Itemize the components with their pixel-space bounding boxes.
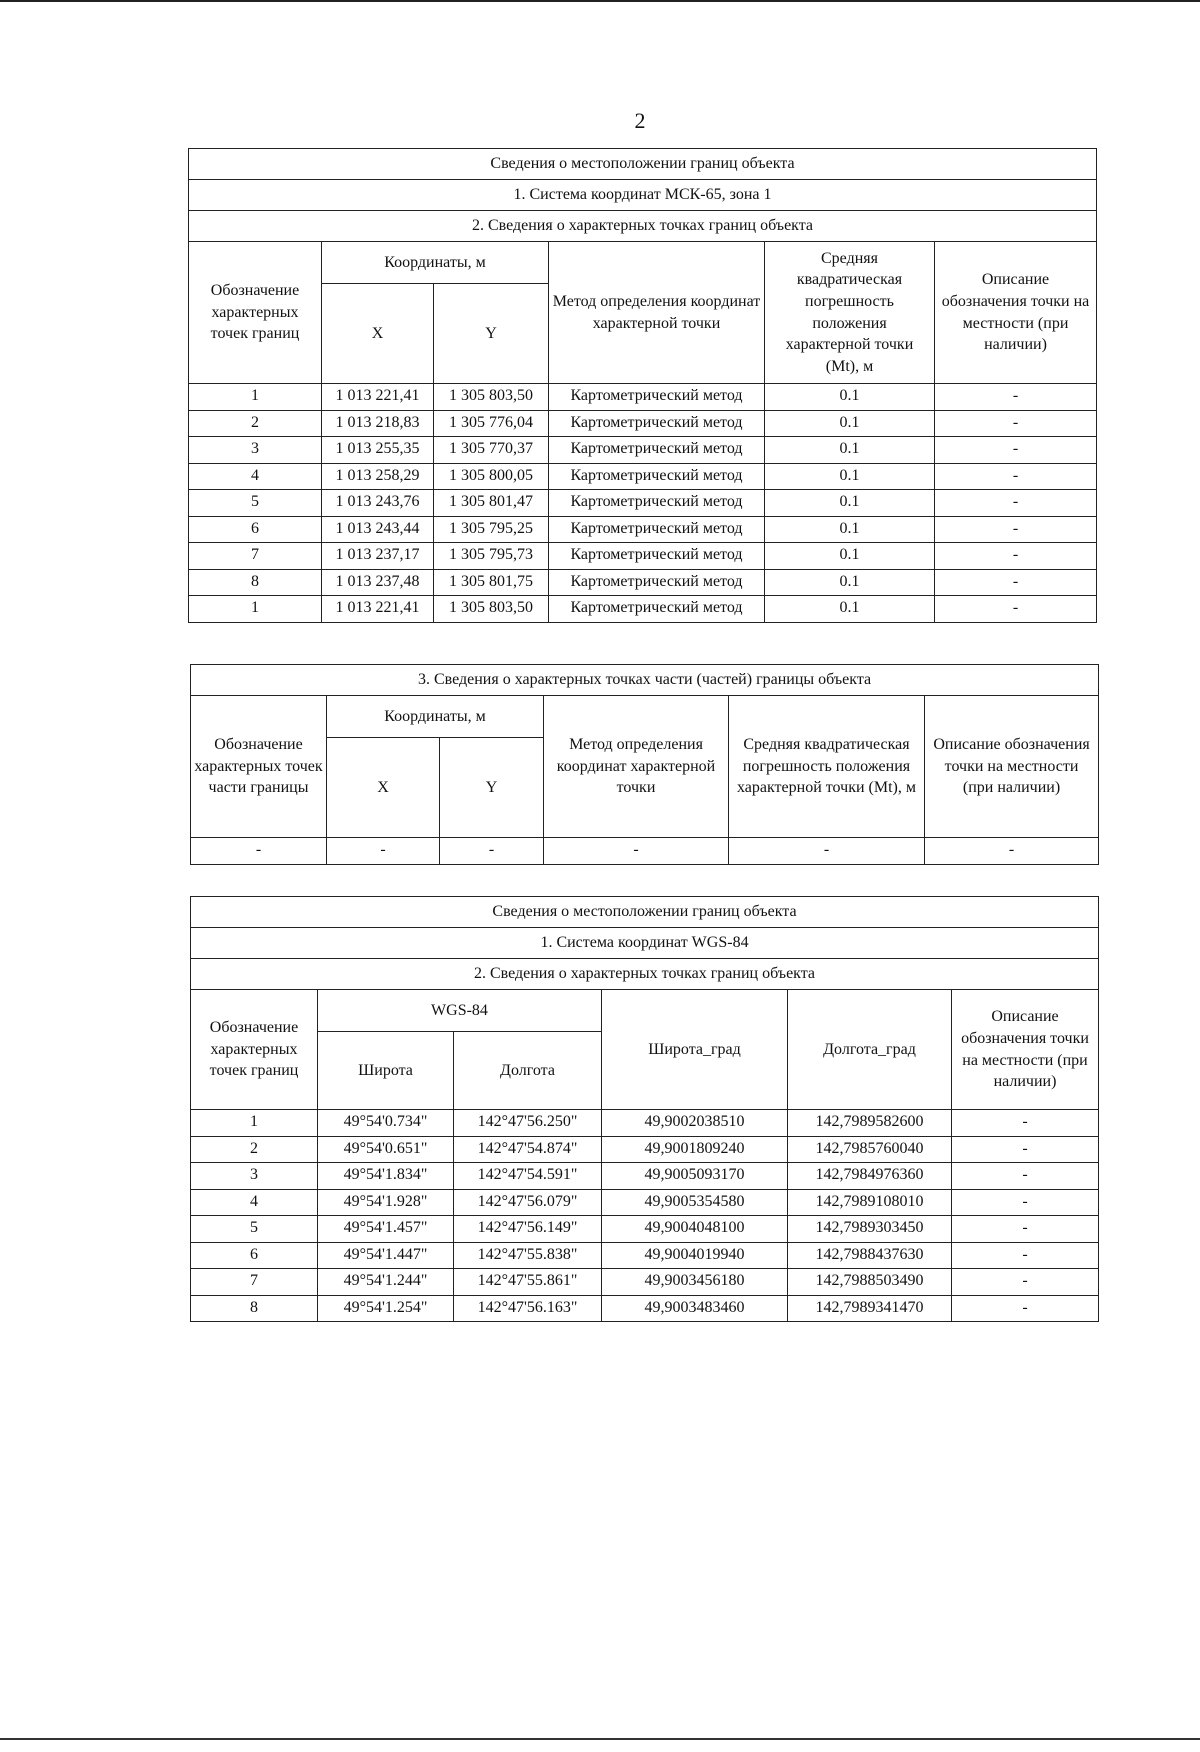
table-row: [189, 596, 1097, 623]
top-scan-border: [0, 0, 1200, 2]
coordinate-system: 1. Система координат МСК-65, зона 1: [189, 180, 1097, 211]
cell-lon: 142°47'56.163": [454, 1295, 602, 1322]
cell-x: 1 013 237,48: [322, 569, 434, 596]
cell-point: 8: [189, 569, 322, 596]
cell-description: -: [952, 1110, 1099, 1137]
cell-point: 1: [189, 384, 322, 411]
cell-method: Картометрический метод: [549, 384, 765, 411]
cell-description: -: [952, 1295, 1099, 1322]
header-error: Средняя квадратическая погрешность положения характерной точки (Mt), м: [729, 696, 925, 838]
table-row: [191, 838, 1099, 865]
cell-error: 0.1: [765, 437, 935, 464]
cell-method: Картометрический метод: [549, 490, 765, 517]
cell-point: 6: [191, 1242, 318, 1269]
cell-x: 1 013 243,76: [322, 490, 434, 517]
cell-lat: 49°54'1.254": [318, 1295, 454, 1322]
wgs84-boundary-table: [190, 896, 1099, 1322]
header-lat: Широта: [318, 1032, 454, 1110]
cell-x: 1 013 221,41: [322, 596, 434, 623]
cell-point: 7: [189, 543, 322, 570]
cell-point: 8: [191, 1295, 318, 1322]
cell-error: 0.1: [765, 490, 935, 517]
cell-point: 6: [189, 516, 322, 543]
cell-x: 1 013 221,41: [322, 384, 434, 411]
section-title: 3. Сведения о характерных точках части (частей) границы объекта: [191, 665, 1099, 696]
table-row: [191, 1269, 1099, 1296]
bottom-scan-border: [0, 1738, 1200, 1740]
header-description: Описание обозначения точки на местности (при наличии): [935, 242, 1097, 384]
cell-description: -: [952, 1189, 1099, 1216]
header-x: X: [327, 738, 440, 838]
cell-description: -: [935, 463, 1097, 490]
cell-lon: 142°47'56.149": [454, 1216, 602, 1243]
cell-lat-deg: 49,9004048100: [602, 1216, 788, 1243]
msk65-boundary-table: [188, 148, 1097, 623]
cell-description: -: [935, 596, 1097, 623]
cell-x: 1 013 243,44: [322, 516, 434, 543]
cell-error: 0.1: [765, 516, 935, 543]
cell-lat-deg: 49,9005354580: [602, 1189, 788, 1216]
cell-lon: 142°47'56.079": [454, 1189, 602, 1216]
table-row: [189, 463, 1097, 490]
cell-x: 1 013 255,35: [322, 437, 434, 464]
cell-lat: 49°54'1.447": [318, 1242, 454, 1269]
cell-x: 1 013 218,83: [322, 410, 434, 437]
cell-y: 1 305 801,47: [434, 490, 549, 517]
header-coords: Координаты, м: [327, 696, 544, 738]
header-method: Метод определения координат характерной точки: [549, 242, 765, 384]
cell-lat-deg: 49,9001809240: [602, 1136, 788, 1163]
header-point: Обозначение характерных точек границ: [191, 990, 318, 1110]
cell-error: 0.1: [765, 410, 935, 437]
cell-lon-deg: 142,7985760040: [788, 1136, 952, 1163]
cell-description: -: [952, 1269, 1099, 1296]
header-x: X: [322, 284, 434, 384]
header-method: Метод определения координат характерной точки: [544, 696, 729, 838]
cell-x: 1 013 237,17: [322, 543, 434, 570]
cell-lon-deg: 142,7984976360: [788, 1163, 952, 1190]
cell-point: 3: [191, 1163, 318, 1190]
cell-y: 1 305 803,50: [434, 596, 549, 623]
cell-lat: 49°54'1.834": [318, 1163, 454, 1190]
section-title: 2. Сведения о характерных точках границ объекта: [191, 959, 1099, 990]
cell-error: 0.1: [765, 384, 935, 411]
cell-lat-deg: 49,9004019940: [602, 1242, 788, 1269]
page-number: 2: [634, 108, 646, 133]
cell-method: Картометрический метод: [549, 437, 765, 464]
cell-y: -: [440, 838, 544, 865]
header-point: Обозначение характерных точек части границы: [191, 696, 327, 838]
cell-lon-deg: 142,7989303450: [788, 1216, 952, 1243]
cell-lon-deg: 142,7989108010: [788, 1189, 952, 1216]
cell-y: 1 305 803,50: [434, 384, 549, 411]
cell-lat-deg: 49,9005093170: [602, 1163, 788, 1190]
header-lat-deg: Широта_град: [602, 990, 788, 1110]
cell-y: 1 305 776,04: [434, 410, 549, 437]
table-title: Сведения о местоположении границ объекта: [189, 149, 1097, 180]
cell-description: -: [952, 1136, 1099, 1163]
cell-lon: 142°47'56.250": [454, 1110, 602, 1137]
cell-method: -: [544, 838, 729, 865]
cell-method: Картометрический метод: [549, 463, 765, 490]
table-row: [191, 1163, 1099, 1190]
table-row: [191, 1136, 1099, 1163]
boundary-parts-table: [190, 664, 1099, 865]
cell-method: Картометрический метод: [549, 596, 765, 623]
table-title: Сведения о местоположении границ объекта: [191, 897, 1099, 928]
cell-point: 5: [189, 490, 322, 517]
table-row: [189, 543, 1097, 570]
cell-method: Картометрический метод: [549, 410, 765, 437]
cell-lat: 49°54'0.651": [318, 1136, 454, 1163]
cell-y: 1 305 770,37: [434, 437, 549, 464]
cell-description: -: [925, 838, 1099, 865]
table-row: [189, 410, 1097, 437]
cell-point: 2: [189, 410, 322, 437]
cell-lat: 49°54'1.928": [318, 1189, 454, 1216]
cell-error: -: [729, 838, 925, 865]
cell-lon-deg: 142,7988503490: [788, 1269, 952, 1296]
cell-error: 0.1: [765, 543, 935, 570]
header-y: Y: [434, 284, 549, 384]
cell-point: 1: [191, 1110, 318, 1137]
cell-point: 7: [191, 1269, 318, 1296]
cell-lat: 49°54'0.734": [318, 1110, 454, 1137]
cell-lat: 49°54'1.457": [318, 1216, 454, 1243]
cell-description: -: [952, 1163, 1099, 1190]
cell-y: 1 305 795,73: [434, 543, 549, 570]
table-row: [191, 1110, 1099, 1137]
table-row: [189, 490, 1097, 517]
header-description: Описание обозначения точки на местности (при наличии): [952, 990, 1099, 1110]
header-lon: Долгота: [454, 1032, 602, 1110]
header-description: Описание обозначения точки на местности (при наличии): [925, 696, 1099, 838]
cell-point: 5: [191, 1216, 318, 1243]
table-row: [189, 437, 1097, 464]
header-wgs: WGS-84: [318, 990, 602, 1032]
coordinate-system: 1. Система координат WGS-84: [191, 928, 1099, 959]
cell-x: 1 013 258,29: [322, 463, 434, 490]
cell-description: -: [935, 437, 1097, 464]
section-title: 2. Сведения о характерных точках границ объекта: [189, 211, 1097, 242]
cell-lon-deg: 142,7988437630: [788, 1242, 952, 1269]
cell-lat-deg: 49,9003456180: [602, 1269, 788, 1296]
cell-description: -: [935, 490, 1097, 517]
cell-lon: 142°47'54.874": [454, 1136, 602, 1163]
cell-description: -: [952, 1216, 1099, 1243]
cell-method: Картометрический метод: [549, 569, 765, 596]
table-row: [191, 1216, 1099, 1243]
cell-y: 1 305 800,05: [434, 463, 549, 490]
cell-description: -: [935, 516, 1097, 543]
cell-lon: 142°47'55.861": [454, 1269, 602, 1296]
cell-point: 3: [189, 437, 322, 464]
cell-lat-deg: 49,9002038510: [602, 1110, 788, 1137]
cell-method: Картометрический метод: [549, 543, 765, 570]
cell-error: 0.1: [765, 596, 935, 623]
header-error: Средняя квадратическая погрешность положения характерной точки (Mt), м: [765, 242, 935, 384]
cell-lon: 142°47'55.838": [454, 1242, 602, 1269]
cell-description: -: [935, 543, 1097, 570]
cell-description: -: [935, 384, 1097, 411]
table-row: [189, 569, 1097, 596]
cell-point: 4: [191, 1189, 318, 1216]
cell-description: -: [952, 1242, 1099, 1269]
cell-point: 4: [189, 463, 322, 490]
table-row: [191, 1295, 1099, 1322]
header-y: Y: [440, 738, 544, 838]
table-row: [189, 516, 1097, 543]
cell-y: 1 305 795,25: [434, 516, 549, 543]
cell-point: 1: [189, 596, 322, 623]
cell-y: 1 305 801,75: [434, 569, 549, 596]
table-row: [191, 1189, 1099, 1216]
cell-point: -: [191, 838, 327, 865]
cell-method: Картометрический метод: [549, 516, 765, 543]
cell-error: 0.1: [765, 569, 935, 596]
cell-lon-deg: 142,7989341470: [788, 1295, 952, 1322]
table-row: [189, 384, 1097, 411]
cell-lon: 142°47'54.591": [454, 1163, 602, 1190]
header-lon-deg: Долгота_град: [788, 990, 952, 1110]
cell-lon-deg: 142,7989582600: [788, 1110, 952, 1137]
cell-description: -: [935, 410, 1097, 437]
cell-x: -: [327, 838, 440, 865]
header-point: Обозначение характерных точек границ: [189, 242, 322, 384]
cell-description: -: [935, 569, 1097, 596]
cell-error: 0.1: [765, 463, 935, 490]
header-coords: Координаты, м: [322, 242, 549, 284]
cell-lat-deg: 49,9003483460: [602, 1295, 788, 1322]
cell-point: 2: [191, 1136, 318, 1163]
cell-lat: 49°54'1.244": [318, 1269, 454, 1296]
table-row: [191, 1242, 1099, 1269]
